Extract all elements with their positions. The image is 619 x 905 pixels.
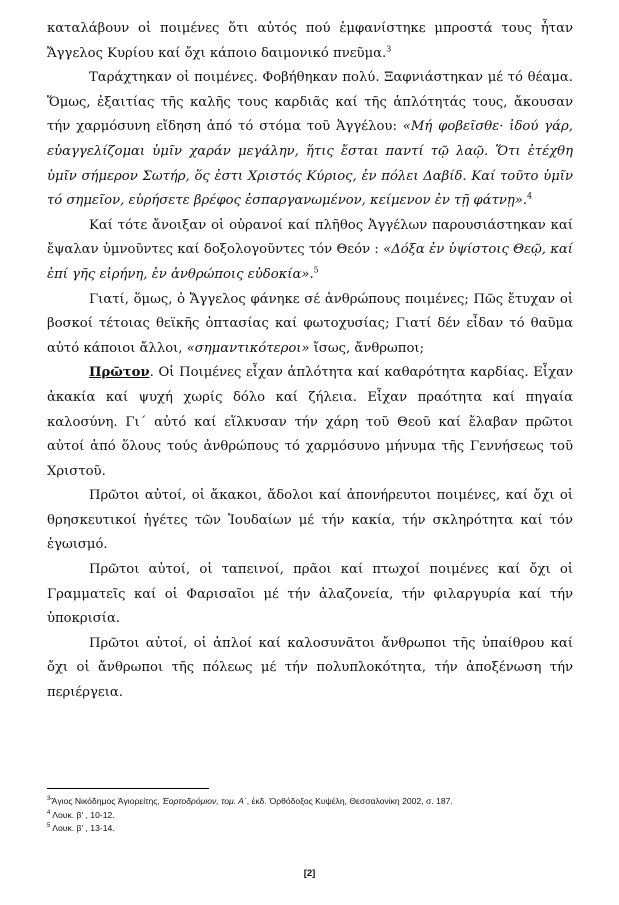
footnote-4 xyxy=(47,809,587,823)
footnote-number: 5 xyxy=(47,823,51,830)
footnote-3 xyxy=(47,795,587,809)
paragraph-text: Γιατί, ὅμως, ὁ Ἄγγελος φάνηκε σέ ἀνθρώπους ποιμένες; Πῶς ἔτυχαν οἱ βοσκοί τέτοιας θεϊκῆς ὀπτασίας καί φωτοχυσίας; Γιατί δέν εἶδαν τό θαῦμα αὐτό κάποιοι ἄλλοι, xyxy=(47,291,573,356)
footnote-text: Ἅγιος Νικόδημος Ἁγιορείτης, xyxy=(50,796,163,806)
footnote-ref-5[interactable]: 5 xyxy=(313,265,319,275)
paragraph-text: Καί τότε ἄνοιξαν οἱ οὐρανοί καί πλῆθος Ἀγγέλων παρουσιάστηκαν καί ἔψαλαν ὑμνοῦντες καί δοξολογοῦντες τόν Θεόν : xyxy=(47,217,573,258)
footnote-number: 3 xyxy=(47,796,51,803)
paragraph-3 xyxy=(47,214,573,288)
paragraph-text: . Οἱ Ποιμένες εἶχαν ἁπλότητα καί καθαρότητα καρδίας. Εἶχαν ἀκακία καί ψυχή χωρίς δόλο καί ζήλεια. Εἶχαν πραότητα καί πηγαία καλοσύνη. Γι΄ αὐτό καί εἵλκυσαν τήν χάρη τοῦ Θεοῦ καί ἔλαβαν πρῶτοι αὐτοί ἀπό ὅλους τούς ἀνθρώπους τό χαρμόσυνο μήνυμα τῆς Γεννήσεως τοῦ Χριστοῦ. xyxy=(47,365,573,479)
paragraph-4 xyxy=(47,288,573,362)
paragraph-text: Ταράχτηκαν οἱ ποιμένες. Φοβήθηκαν πολύ. Ξαφνιάστηκαν μέ τό θέαμα. Ὅμως, ἐξαιτίας τῆς καλῆς τους καρδιᾶς καί τῆς ἁπλότητάς τους, ἄκουσαν τήν χαρμόσυνη εἴδηση ἀπό τό στόμα τοῦ Ἀγγέλου: xyxy=(47,70,573,135)
footnote-5 xyxy=(47,822,587,836)
section-heading-first: Πρῶτον xyxy=(89,365,150,381)
paragraph-8: Πρῶτοι αὐτοί, οἱ ἁπλοί καί καλοσυνᾶτοι ἄνθρωποι τῆς ὑπαίθρου καί ὄχι οἱ ἄνθρωποι τῆς πόλεως μέ τήν πολυπλοκότητα, τήν ἀποξένωση τήν περιέργεια. xyxy=(47,635,573,701)
footnote-text: , ἐκδ. Ὀρθόδοξος Κυψέλη, Θεσσαλονίκη 2002, σ. 187. xyxy=(246,796,453,806)
important-quote: «σημαντικότεροι» xyxy=(186,340,310,356)
paragraph-6: Πρῶτοι αὐτοί, οἱ ἄκακοι, ἄδολοι καί ἀπονήρευτοι ποιμένες, καί ὄχι οἱ θρησκευτικοί ἡγέτες τῶν Ἰουδαίων μέ τήν κακία, τήν σκληρότητα καί τόν ἐγωισμό. xyxy=(47,488,573,553)
paragraph-2 xyxy=(47,66,573,214)
paragraph-1 xyxy=(47,17,573,66)
footnote-separator xyxy=(47,788,209,789)
paragraph-text: ἴσως, ἄνθρωποι; xyxy=(309,340,425,356)
footnote-ref-4[interactable]: 4 xyxy=(527,191,533,201)
footnote-title: Ἑορτοδρόμιον, τομ. Α΄ xyxy=(162,796,247,806)
paragraph-5 xyxy=(47,361,573,484)
footnote-ref-3[interactable]: 3 xyxy=(386,44,392,54)
doxology-quote: «Δόξα ἐν ὑψίστοις Θεῷ, καί ἐπί γῆς εἰρήνη, ἐν ἀνθρώποις εὐδοκία». xyxy=(47,242,573,282)
paragraph-text: καταλάβουν οἱ ποιμένες ὅτι αὐτός πού ἐμφανίστηκε μπροστά τους ἦταν Ἄγγελος Κυρίου καί ὄχι κάποιο δαιμονικό πνεῦμα. xyxy=(47,21,573,61)
document-body xyxy=(47,17,573,706)
paragraph-7: Πρῶτοι αὐτοί, οἱ ταπεινοί, πρᾶοι καί πτωχοί ποιμένες καί ὄχι οἱ Γραμματεῖς καί οἱ Φαρισαῖοι μέ τήν ἀλαζονεία, τήν φιλαργυρία καί τήν ὑποκρισία. xyxy=(47,562,573,627)
footnote-text: Λουκ. β' , 10-12. xyxy=(52,809,115,820)
footnote-number: 4 xyxy=(47,809,51,816)
angel-quote: «Μή φοβεῖσθε· ἰδού γάρ, εὐαγγελίζομαι ὑμῖν χαράν μεγάλην, ἥτις ἔσται παντί τῷ λαῷ. Ὅτι ἐτέχθη ὑμῖν σήμερον Σωτήρ, ὅς ἐστι Χριστός Κύριος, ἐν πόλει Δαβίδ. Καί τοῦτο ὑμῖν τό σημεῖον, εὑρήσετε βρέφος ἐσπαργανωμένον, κείμενον ἐν τῇ φάτνῃ». xyxy=(47,119,573,209)
footnote-text: Λουκ. β' , 13-14. xyxy=(52,823,115,834)
footnotes xyxy=(47,795,587,836)
page-number: [2] xyxy=(303,868,316,879)
